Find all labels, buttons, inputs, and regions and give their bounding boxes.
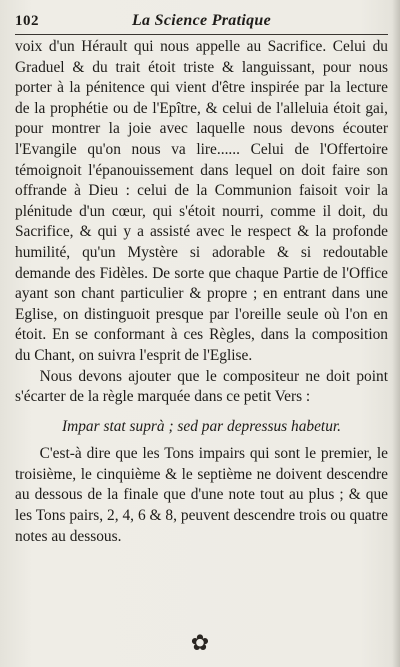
page-header: [15, 12, 388, 35]
page-edge-shadow: [392, 0, 400, 667]
paragraph-1: voix d'un Hérault qui nous appelle au Sacrifice. Celui du Graduel & du trait étoit triste & languissant, pour nous porter à la pénitence qui vient d'être inspirée par la lecture de la prophétie ou de l'Epître, & celui de l'alleluia étoit gai, pour montrer la joie avec laquelle nous devons écouter l'Evangile qu'on nous va lire...... Celui de l'Offertoire témoignoit l'épanouissement dans lequel on doit faire son offrande à Dieu : celui de la Communion faisoit voir la plénitude d'un cœur, qui s'étoit nourri, comme il doit, du Sacrifice, & qui y a assisté avec le respect & la profonde humilité, qu'un Mystère si adorable & si redoutable demande des Fidèles. De sorte que chaque Partie de l'Office ayant son chant particulier & propre ; en entrant dans une Eglise, on distinguoit presque par l'oreille seule où l'on en étoit. En se conformant à ces Règles, dans la composition du Chant, on suivra l'esprit de l'Eglise.: [15, 38, 388, 364]
latin-verse: Impar stat suprà ; sed par depressus habetur.: [61, 417, 342, 435]
paragraph-2: Nous devons ajouter que le compositeur ne doit point s'écarter de la règle marquée dans ce petit Vers :: [15, 367, 388, 406]
page-body: [15, 37, 388, 547]
page-number: 102: [15, 13, 39, 29]
tailpiece-ornament-icon: ✿: [190, 630, 210, 655]
paragraph-3: C'est-à dire que les Tons impairs qui sont le premier, le troisième, le cinquième & le septième ne doivent descendre au dessous de la finale que d'une note tout au plus ; & que les Tons pairs, 2, 4, 6 & 8, peuvent descendre trois ou quatre notes au dessous.: [15, 445, 388, 545]
running-title: La Science Pratique: [131, 12, 271, 29]
